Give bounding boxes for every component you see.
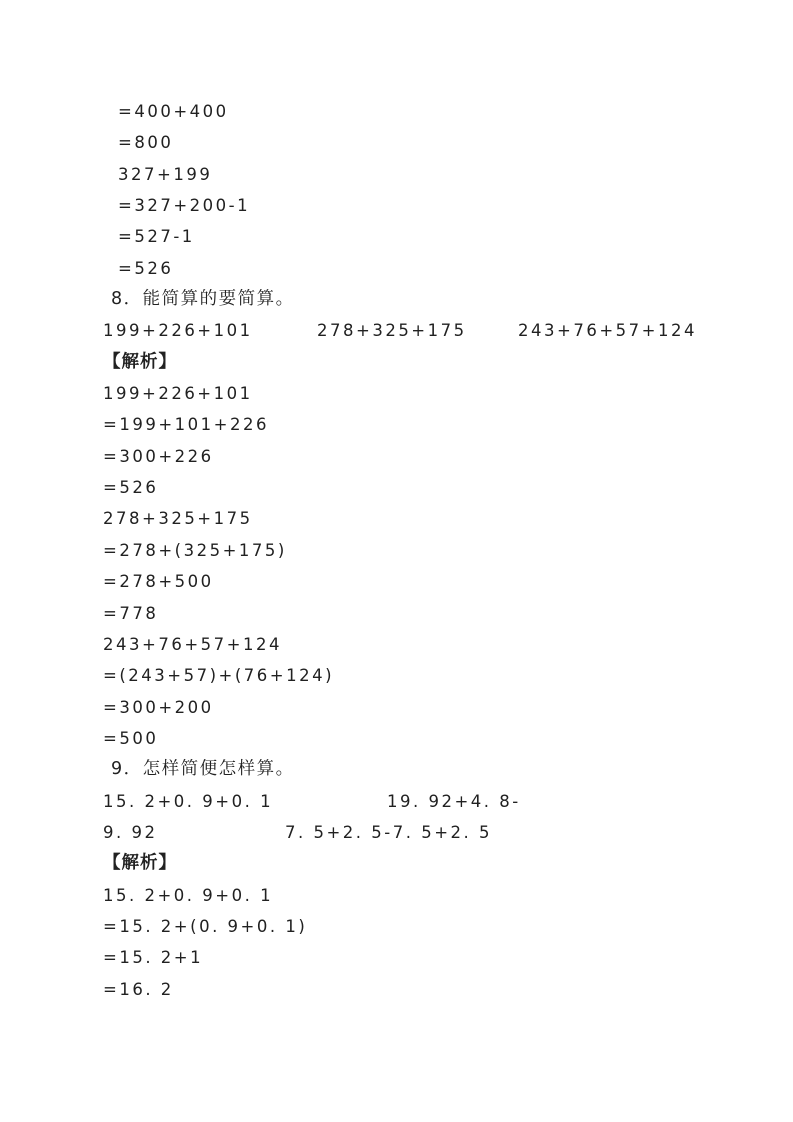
math-line: 278+325+175 [103,509,253,529]
expression: 9. 92 [103,822,158,842]
expression: 243+76+57+124 [518,321,697,341]
question-8-title: 8．能简算的要简算。 [111,289,295,310]
math-line: =400+400 [118,102,229,121]
question-9-expressions-row1 [0,786,793,817]
math-line: 199+226+101 [103,384,253,404]
question-8-expressions-row [0,315,793,346]
math-line: =300+200 [103,697,214,717]
math-line: =526 [103,478,159,498]
expression: 15. 2+0. 9+0. 1 [103,791,274,811]
math-line: =778 [103,603,159,623]
expression: 199+226+101 [103,321,253,341]
math-line: =(243+57)+(76+124) [103,666,335,686]
expression: 278+325+175 [317,321,467,341]
math-line: =327+200-1 [118,196,251,216]
math-line: 243+76+57+124 [103,634,282,654]
document-content [0,96,793,1005]
question-9-expressions-row2 [0,817,793,848]
math-line: 15. 2+0. 9+0. 1 [103,885,274,905]
expression: 19. 92+4. 8- [387,791,521,811]
math-line: 327+199 [118,164,213,184]
math-line: =16. 2 [103,979,174,999]
math-line: =800 [118,133,174,153]
analysis-label: 【解析】 [103,853,177,874]
expression: 7. 5+2. 5-7. 5+2. 5 [285,822,493,842]
math-line: =500 [103,728,159,748]
analysis-label: 【解析】 [103,351,177,372]
math-line: =278+500 [103,572,214,592]
math-line: =278+(325+175) [103,540,287,560]
math-line: =15. 2+(0. 9+0. 1) [103,916,308,936]
math-line: =527-1 [118,227,195,247]
math-line: =300+226 [103,446,214,466]
math-line: =199+101+226 [103,415,269,435]
math-line: =15. 2+1 [103,948,204,968]
question-9-title: 9．怎样简便怎样算。 [111,759,295,780]
math-line: =526 [118,258,174,278]
